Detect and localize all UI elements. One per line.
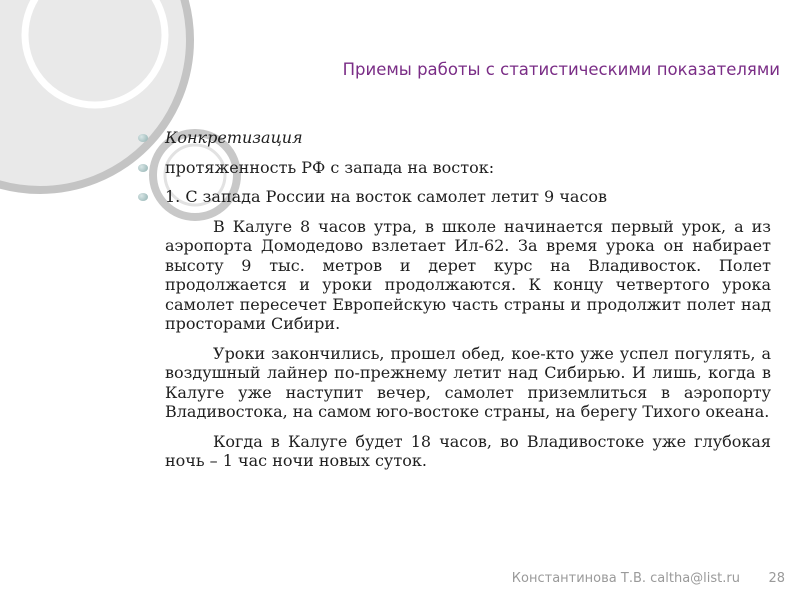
bullet-item <box>135 158 771 178</box>
bullet-item <box>135 128 771 148</box>
bullet-icon <box>138 134 148 142</box>
bullet-icon <box>138 164 148 172</box>
footer-author: Константинова Т.В. caltha@list.ru <box>511 571 740 586</box>
bullet-text: 1. С запада России на восток самолет летит 9 часов <box>165 187 608 207</box>
paragraph: Когда в Калуге будет 18 часов, во Владивостоке уже глубокая ночь – 1 час ночи новых суток. <box>165 431 771 471</box>
slide-content <box>135 128 771 481</box>
paragraph: Уроки закончились, прошел обед, кое-кто уже успел погулять, а воздушный лайнер по-прежнему летит над Сибирью. И лишь, когда в Калуге уже наступит вечер, самолет приземлиться в аэропорту Владивостока, на самом юго-востоке страны, на берегу Тихого океана. <box>165 343 771 422</box>
page-number: 28 <box>768 571 785 586</box>
paragraph: В Калуге 8 часов утра, в школе начинается первый урок, а из аэропорта Домодедово взлетает Ил-62. За время урока он набирает высоту 9 тыс. метров и дерет курс на Владивосток. Полет продолжается и уроки продолжаются. К концу четвертого урока самолет пересечет Европейскую часть страны и продолжит полет над просторами Сибири. <box>165 216 771 334</box>
bullet-icon <box>138 193 148 201</box>
bullet-item <box>135 187 771 207</box>
slide-title: Приемы работы с статистическими показателями <box>342 60 780 79</box>
bullet-text: протяженность РФ с запада на восток: <box>165 157 495 177</box>
bullet-text: Конкретизация <box>165 128 303 147</box>
